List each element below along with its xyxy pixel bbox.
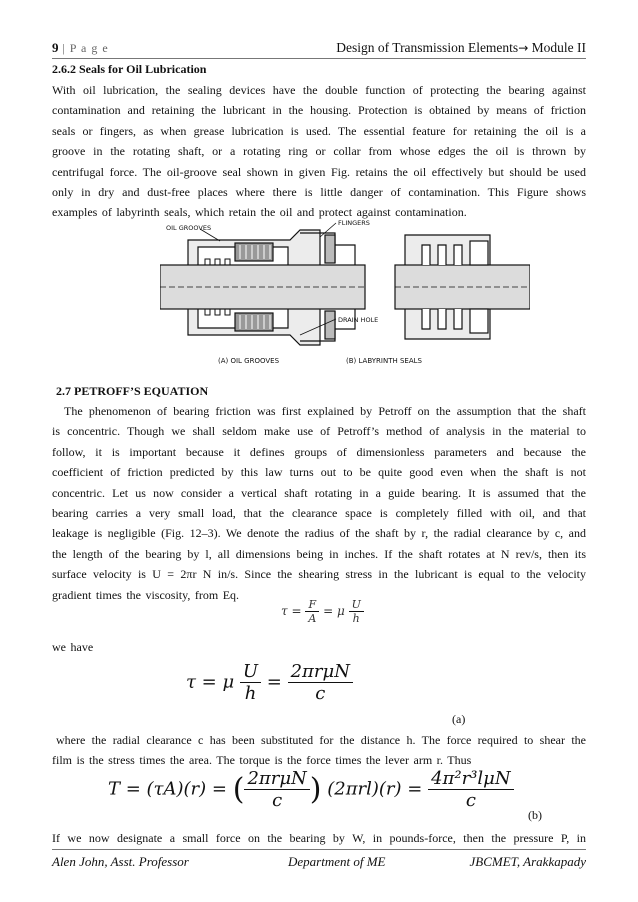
paragraph-line: leakage is negligible (Fig. 12–3). We denote the radius of the shaft by r, the radial clearance by c, and xyxy=(52,526,586,541)
drain-hole-label: DRAIN HOLE xyxy=(338,316,379,324)
page-header xyxy=(52,38,586,59)
caption-oil-grooves: (A) OIL GROOVES xyxy=(218,357,280,365)
paragraph-line: concentric. Let us now consider a vertical shaft rotating in a guide bearing. It is assumed that the xyxy=(52,485,586,500)
equation-a-label: (a) xyxy=(452,712,466,726)
oil-grooves-label: OIL GROOVES xyxy=(166,224,212,232)
paragraph-final xyxy=(52,828,586,848)
paragraph-line: coefficient of friction predicted by this law turns out to be quite good even when the shaft is not xyxy=(52,465,586,480)
section-heading-petroff: 2.7 PETROFF’S EQUATION xyxy=(56,384,209,398)
header-title xyxy=(336,40,586,56)
paragraph-line: follow, it is important because it defines groups of dimensionless parameters and because the xyxy=(52,444,586,459)
page-number-block xyxy=(52,40,109,56)
footer-department: Department of ME xyxy=(288,854,386,869)
page-footer xyxy=(52,849,586,874)
paragraph-after-equation-a xyxy=(52,730,586,771)
paragraph-line: seals or fingers, as when grease lubrication is used. The essential feature for retaining the oil is a xyxy=(52,123,586,138)
section-paragraph-seals xyxy=(52,80,586,223)
flingers-label: FLINGERS xyxy=(338,219,370,227)
caption-labyrinth-seals: (B) LABYRINTH SEALS xyxy=(346,357,422,365)
paragraph-line: the length of the bearing by l, all dimensions being in inches. If the shaft rotates at N rev/s, then its xyxy=(52,546,586,561)
section-heading-seals: 2.6.2 Seals for Oil Lubrication xyxy=(52,62,207,76)
equation-a: τ = μ $\frac{U}{h}$ = $\frac{\text{2πrμN}}{c}$ xyxy=(186,661,353,704)
paragraph-line: With oil lubrication, the sealing devices have the double function of protecting the bearing against xyxy=(52,83,586,97)
footer-institution: JBCMET, Arakkapady xyxy=(469,854,586,869)
equation-b-label: (b) xyxy=(528,808,542,822)
paragraph-line: bearing carries a very small load, that the clearance space is completely filled with oil, and that xyxy=(52,505,586,520)
page-number: 9 xyxy=(52,40,59,55)
paragraph-line: surface velocity is U = 2πr N in/s. Since the shearing stress in the lubricant is equal to the velocity xyxy=(52,567,586,582)
paragraph-line: gradient times the viscosity, from Eq. xyxy=(52,587,240,602)
paragraph-line: only in dry and dust-free places where there is little danger of contamination. This Figure shows xyxy=(52,184,586,199)
seals-drawing xyxy=(160,215,530,368)
paragraph-line: If we now designate a small force on the bearing by W, in pounds-force, then the pressure P, in xyxy=(52,831,586,845)
footer-author: Alen John, Asst. Professor xyxy=(52,854,189,869)
shear-stress-equation-small: τ = $\frac{F}{A}$ = μ $\frac{U}{h}$ xyxy=(281,598,364,625)
arrow-right-icon: → xyxy=(518,41,529,55)
course-title: Design of Transmission Elements xyxy=(336,40,519,55)
we-have-text: we have xyxy=(52,640,94,654)
section-paragraph-petroff xyxy=(52,401,586,605)
equation-b: T = (τA)(r) = ( $\frac{\text{2πrμN}}{c}$ ) (2πrl)(r) = $\frac{\text{4π²r³lμN}}{c}$ xyxy=(108,768,514,811)
paragraph-line: film is the stress times the area. The torque is the force times the lever arm r. Thus xyxy=(52,753,472,768)
paragraph-line: groove in the rotating shaft, or a rotating ring or collar from whose edges the oil is thrown by xyxy=(52,144,586,159)
paragraph-line: The phenomenon of bearing friction was first explained by Petroff on the assumption that the shaft xyxy=(64,404,586,418)
paragraph-line: where the radial clearance c has been substituted for the distance h. The force required to shear the xyxy=(56,733,586,747)
paragraph-line: contamination and retaining the lubricant in the housing. Protection is obtained by means of friction xyxy=(52,103,586,118)
page-label: | P a g e xyxy=(62,41,109,55)
paragraph-line: examples of labyrinth seals, which retain the oil and protect against contamination. xyxy=(52,205,467,220)
module-name: Module II xyxy=(531,40,586,55)
seals-figure xyxy=(160,215,530,368)
paragraph-line: centrifugal force. The oil-groove seal shown in given Fig. retains the oil effectively but should be used xyxy=(52,164,586,179)
paragraph-line: is concentric. Though we shall seldom make use of Petroff’s method of analysis in the material to xyxy=(52,424,586,439)
